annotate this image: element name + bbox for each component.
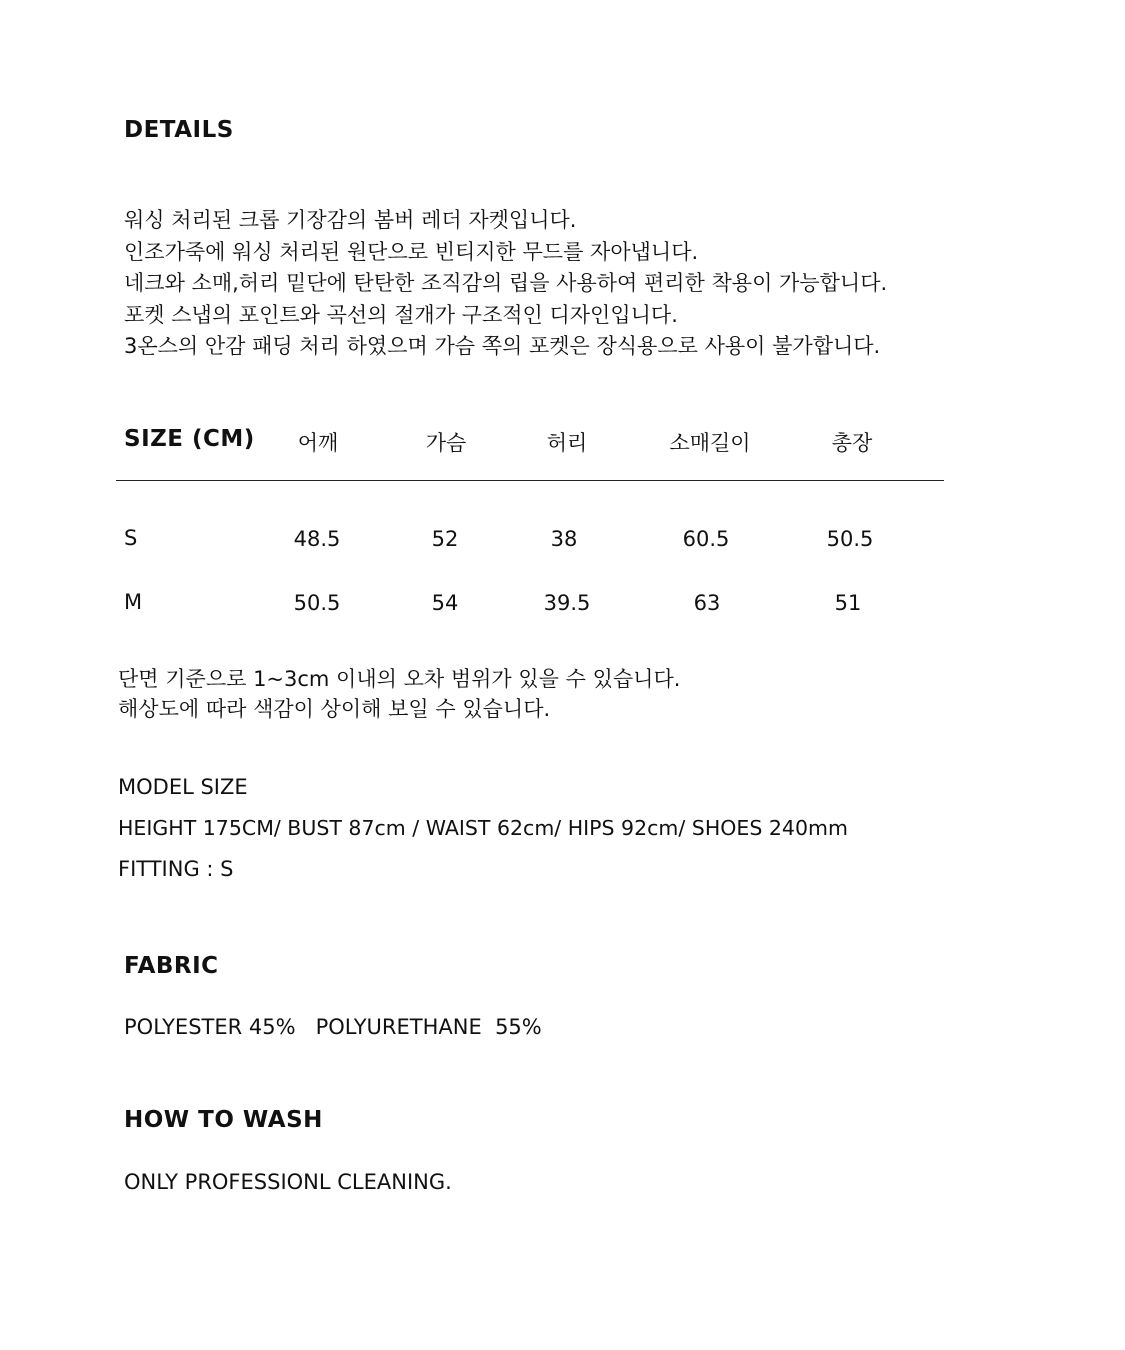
details-line: 워싱 처리된 크롭 기장감의 봄버 레더 자켓입니다. [124,208,577,232]
table-cell: 39.5 [543,591,591,615]
wash-heading: HOW TO WASH [124,1107,323,1133]
column-header-shoulder: 어깨 [297,431,339,455]
column-header-total-length: 총장 [831,431,873,455]
table-cell: 48.5 [293,527,341,551]
table-cell: 63 [693,591,721,615]
details-description [124,205,887,363]
table-cell: 51 [834,591,862,615]
column-header-waist: 허리 [546,431,588,455]
table-divider [116,480,944,481]
note-line: 단면 기준으로 1~3cm 이내의 오차 범위가 있을 수 있습니다. [118,667,681,691]
details-line: 3온스의 안감 패딩 처리 하였으며 가슴 쪽의 포켓은 장식용으로 사용이 불가합니다. [124,334,881,358]
model-size-heading: MODEL SIZE [118,775,248,799]
fabric-composition: POLYESTER 45% POLYURETHANE 55% [124,1015,542,1039]
table-cell: 54 [431,591,459,615]
details-line: 포켓 스냅의 포인트와 곡선의 절개가 구조적인 디자인입니다. [124,302,678,327]
details-line: 네크와 소매,허리 밑단에 탄탄한 조직감의 립을 사용하여 편리한 착용이 가능합니다. [124,271,888,295]
table-cell: 50.5 [293,591,341,615]
fabric-heading: FABRIC [124,953,219,979]
details-line: 인조가죽에 워싱 처리된 원단으로 빈티지한 무드를 자아냅니다. [124,239,699,264]
model-measurements: HEIGHT 175CM/ BUST 87cm / WAIST 62cm/ HIPS 92cm/ SHOES 240mm [118,816,848,840]
table-cell: 52 [431,527,459,551]
size-table-heading: SIZE (CM) [124,426,255,452]
table-cell: 60.5 [682,527,730,551]
column-header-sleeve-length: 소매길이 [669,431,751,455]
wash-instruction: ONLY PROFESSIONL CLEANING. [124,1170,452,1194]
column-header-chest: 가슴 [425,431,467,455]
model-fitting: FITTING : S [118,857,234,881]
table-cell: 38 [550,527,578,551]
details-heading: DETAILS [124,117,234,143]
size-label: M [124,590,143,614]
table-cell: 50.5 [826,527,874,551]
size-notes [118,664,680,724]
note-line: 해상도에 따라 색감이 상이해 보일 수 있습니다. [118,697,551,721]
size-label: S [124,526,138,550]
